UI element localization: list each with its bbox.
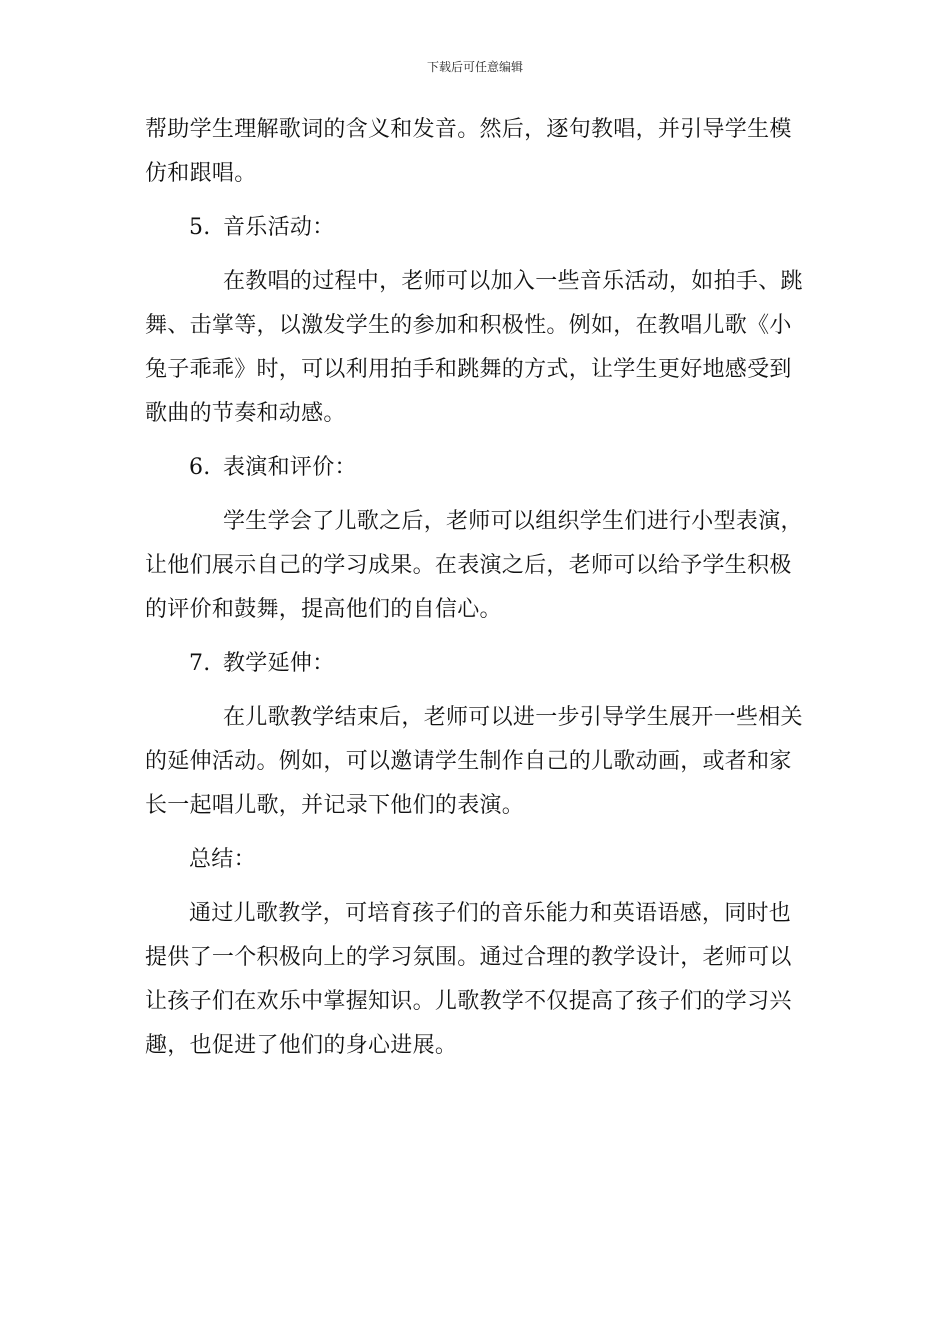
- paragraph-line: 的评价和鼓舞，提高他们的自信心。: [145, 597, 502, 622]
- paragraph-line: 歌曲的节奏和动感。: [145, 401, 346, 426]
- paragraph-line: 帮助学生理解歌词的含义和发音。然后，逐句教唱，并引导学生模: [145, 117, 792, 142]
- paragraph-line: 让他们展示自己的学习成果。在表演之后，老师可以给予学生积极: [145, 553, 792, 578]
- paragraph-line: 长一起唱儿歌，并记录下他们的表演。: [145, 793, 525, 818]
- section-number: 7.: [189, 651, 211, 676]
- paragraph-line: 学生学会了儿歌之后，老师可以组织学生们进行小型表演，: [223, 509, 803, 534]
- paragraph-line: 提供了一个积极向上的学习氛围。通过合理的教学设计，老师可以: [145, 945, 792, 970]
- section-heading-5: [145, 206, 810, 250]
- paragraph-line: 舞、击掌等，以激发学生的参加和积极性。例如，在教唱儿歌《小: [145, 313, 792, 338]
- section-title: 音乐活动：: [223, 215, 335, 240]
- section-title: 教学延伸：: [223, 651, 335, 676]
- summary-heading: 总结：: [189, 847, 256, 872]
- section-heading-7: [145, 642, 810, 686]
- paragraph-line: 通过儿歌教学，可培育孩子们的音乐能力和英语语感，同时也: [189, 901, 792, 926]
- section-heading-6: [145, 446, 810, 490]
- page-header: 下载后可任意编辑: [426, 60, 523, 74]
- paragraph-line: 趣，也促进了他们的身心进展。: [145, 1033, 458, 1058]
- paragraph-line: 让孩子们在欢乐中掌握知识。儿歌教学不仅提高了孩子们的学习兴: [145, 989, 792, 1014]
- paragraph-line: 兔子乖乖》时，可以利用拍手和跳舞的方式，让学生更好地感受到: [145, 357, 792, 382]
- paragraph-line: 在教唱的过程中，老师可以加入一些音乐活动，如拍手、跳: [223, 269, 803, 294]
- section-number: 6.: [189, 455, 211, 480]
- paragraph-line: 仿和跟唱。: [145, 161, 257, 186]
- paragraph-line: 的延伸活动。例如，可以邀请学生制作自己的儿歌动画，或者和家: [145, 749, 792, 774]
- section-number: 5.: [189, 215, 211, 240]
- section-title: 表演和评价：: [223, 455, 357, 480]
- document-body: [145, 108, 810, 1068]
- paragraph-line: 在儿歌教学结束后，老师可以进一步引导学生展开一些相关: [223, 705, 803, 730]
